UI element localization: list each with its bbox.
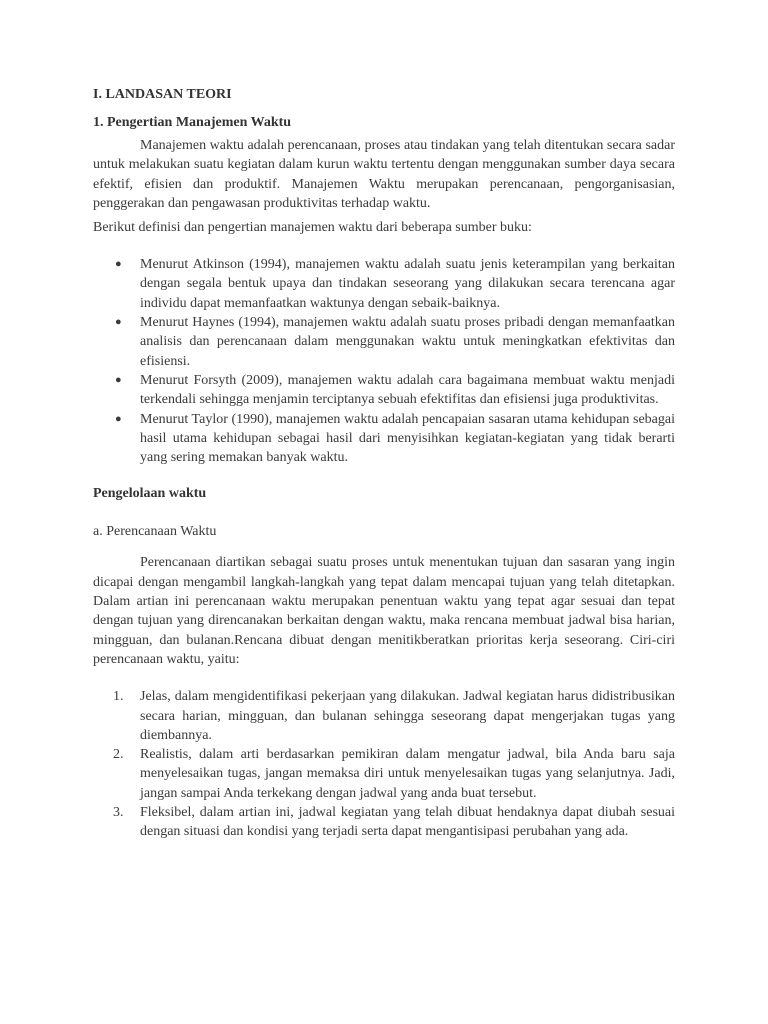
list-item-text: Menurut Haynes (1994), manajemen waktu adalah suatu proses pribadi dengan memanfaatkan analisis dan perencanaan dalam menggunakan waktu untuk meningkatkan efektivitas dan efisiensi. <box>140 315 675 369</box>
document-page <box>93 84 675 842</box>
bullet-icon: ● <box>115 373 122 386</box>
sub-heading: 1. Pengertian Manajemen Waktu <box>93 115 292 130</box>
list-number: 2. <box>113 747 124 763</box>
intro-line: Berikut definisi dan pengertian manajemen waktu dari beberapa sumber buku: <box>93 220 532 236</box>
definition-paragraph: Manajemen waktu adalah perencanaan, proses atau tindakan yang telah ditentukan secara sadar untuk melakukan suatu kegiatan dalam kurun waktu tertentu dengan menggunakan sumber daya secara efektif, efisien dan produktif. Manajemen Waktu merupakan perencanaan, pengorganisasian, penggerakan dan pengawasan produktivitas terhadap waktu. <box>93 138 675 211</box>
characteristics-list <box>93 687 675 841</box>
bullet-icon: ● <box>115 412 122 425</box>
subsection-title: a. Perencanaan Waktu <box>93 524 217 540</box>
list-item <box>93 313 675 371</box>
list-item-text: Menurut Atkinson (1994), manajemen waktu adalah suatu jenis keterampilan yang berkaitan dengan segala bentuk upaya dan tindakan seseorang yang dilakukan secara terencana agar individu dapat memanfaatkan waktunya dengan sebaik-baiknya. <box>140 257 675 311</box>
list-item-text: Menurut Forsyth (2009), manajemen waktu adalah cara bagaimana membuat waktu menjadi terkendali sehingga menjamin terciptanya sebuah efektifitas dan efisiensi juga produktivitas. <box>140 372 675 408</box>
list-item-text: Menurut Taylor (1990), manajemen waktu adalah pencapaian sasaran utama kehidupan sebagai hasil utama kehidupan sebagai hasil dari menyisihkan kegiatan-kegiatan yang tidak berarti yang sering memakan banyak waktu. <box>140 411 675 466</box>
list-number: 3. <box>113 805 124 821</box>
bullet-icon: ● <box>115 316 122 329</box>
list-item <box>93 371 675 410</box>
list-item <box>93 745 675 803</box>
list-item-text: Jelas, dalam mengidentifikasi pekerjaan yang dilakukan. Jadwal kegiatan harus didistribusikan secara harian, mingguan, dan bulanan sehingga seseorang dapat mengerjakan tugas yang diembannya. <box>140 689 675 743</box>
definitions-list <box>93 255 675 467</box>
list-item-text: Realistis, dalam arti berdasarkan pemikiran dalam mengatur jadwal, bila Anda baru saja menyelesaikan tugas, jangan memaksa diri untuk menyelesaikan tugas yang selanjutnya. Jadi, jangan sampai Anda terkekang dengan jadwal yang anda buat tersebut. <box>140 747 675 801</box>
list-item <box>93 255 675 313</box>
list-number: 1. <box>113 689 124 705</box>
list-item <box>93 410 675 468</box>
list-item <box>93 687 675 745</box>
section-heading: Pengelolaan waktu <box>93 486 207 502</box>
main-heading: I. LANDASAN TEORI <box>93 87 232 102</box>
list-item-text: Fleksibel, dalam artian ini, jadwal kegiatan yang telah dibuat hendaknya dapat diubah sesuai dengan situasi dan kondisi yang terjadi serta dapat mengantisipasi perubahan yang ada. <box>140 805 675 840</box>
list-item <box>93 803 675 842</box>
planning-paragraph: Perencanaan diartikan sebagai suatu proses untuk menentukan tujuan dan sasaran yang ingin dicapai dengan mengambil langkah-langkah yang tepat dalam mencapai tujuan yang telah ditetapkan. Dalam artian ini perencanaan waktu merupakan penentuan waktu yang tepat agar sesuai dan tepat dengan tujuan yang direncanakan berkaitan dengan waktu, maka rencana membuat jadwal bisa harian, mingguan, dan bulanan.Rencana dibuat dengan menitikberatkan prioritas kerja seseorang. Ciri-ciri perencanaan waktu, yaitu: <box>93 555 675 667</box>
bullet-icon: ● <box>115 258 122 271</box>
